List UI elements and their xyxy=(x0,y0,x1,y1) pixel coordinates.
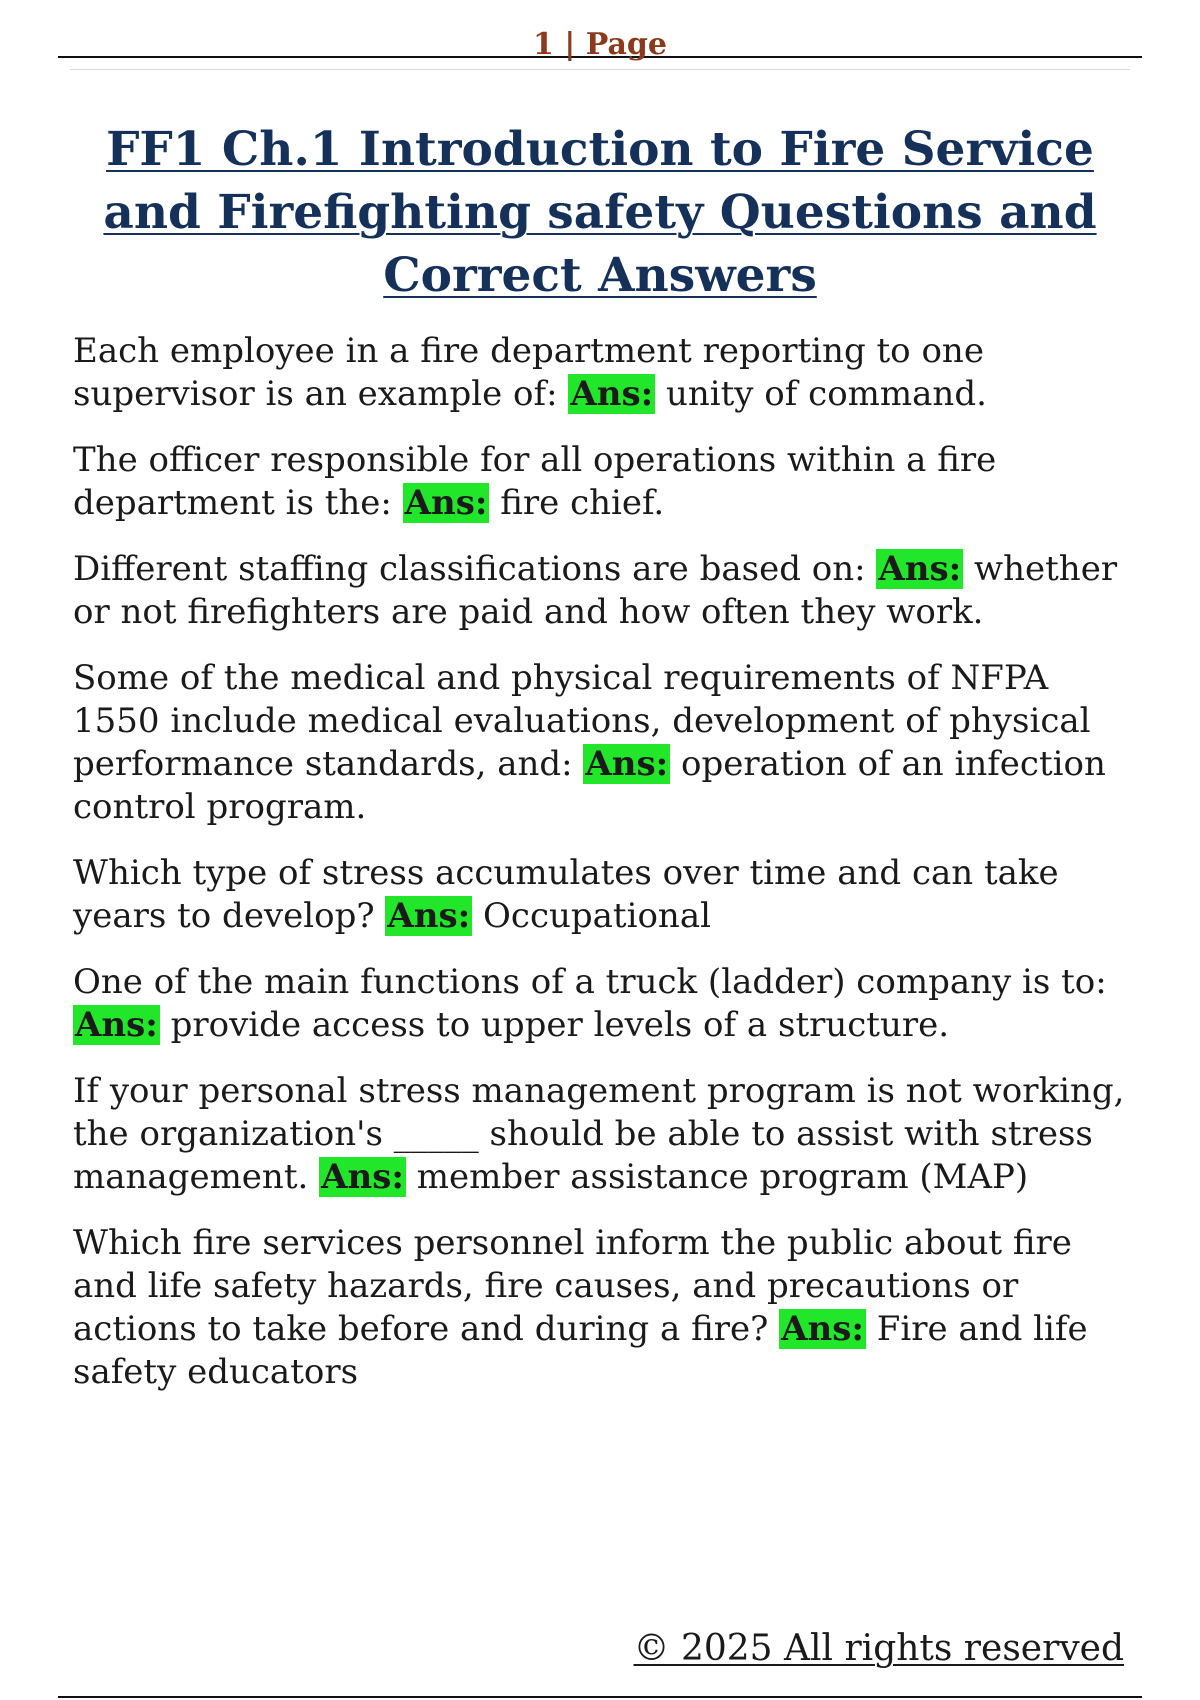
answer-text: provide access to upper levels of a structure. xyxy=(159,1005,950,1045)
answer-text: member assistance program (MAP) xyxy=(405,1157,1029,1197)
answer-text: Occupational xyxy=(472,896,711,936)
qa-item xyxy=(73,548,1133,634)
answer-label: Ans: xyxy=(75,1005,158,1045)
copyright-footer: © 2025 All rights reserved xyxy=(633,1628,1124,1669)
footer-rule xyxy=(58,1696,1142,1698)
answer-label: Ans: xyxy=(570,374,654,414)
question-text: Which type of stress accumulates over time and can take years to develop? xyxy=(73,853,1059,936)
document-title: FF1 Ch.1 Introduction to Fire Service and Firefighting safety Questions and Correct Answers xyxy=(103,122,1097,303)
answer-label: Ans: xyxy=(321,1157,404,1197)
question-text: One of the main functions of a truck (ladder) company is to: xyxy=(73,962,1107,1002)
question-text: If your personal stress management program is not working, the organization's _____ should be able to assist with stress management. xyxy=(73,1071,1125,1197)
page-number: 1 | Page xyxy=(533,27,667,62)
question-text: Which fire services personnel inform the public about fire and life safety hazards, fire causes, and precautions or actions to take before and during a fire? xyxy=(73,1223,1072,1349)
question-text: The officer responsible for all operations within a fire department is the: xyxy=(73,440,997,523)
question-text: Different staffing classifications are based on: xyxy=(73,549,877,589)
question-text: Some of the medical and physical requirements of NFPA 1550 include medical evaluations, development of physical performance standards, and: xyxy=(73,658,1091,784)
qa-list xyxy=(73,330,1133,1417)
answer-text: unity of command. xyxy=(655,374,987,414)
answer-label: Ans: xyxy=(878,549,962,589)
qa-item xyxy=(73,852,1133,938)
header-subrule xyxy=(70,69,1130,70)
answer-text: Fire and life safety educators xyxy=(73,1309,1088,1392)
qa-item xyxy=(73,330,1133,416)
answer-text: fire chief. xyxy=(489,483,665,523)
qa-item xyxy=(73,1222,1133,1394)
qa-item xyxy=(73,961,1133,1047)
qa-item xyxy=(73,657,1133,829)
qa-item xyxy=(73,1070,1133,1199)
answer-text: whether or not firefighters are paid and how often they work. xyxy=(73,549,1118,632)
answer-label: Ans: xyxy=(585,744,669,784)
qa-item xyxy=(73,439,1133,525)
answer-label: Ans: xyxy=(404,483,488,523)
answer-label: Ans: xyxy=(387,896,471,936)
answer-label: Ans: xyxy=(781,1309,864,1349)
question-text: Each employee in a fire department reporting to one supervisor is an example of: xyxy=(73,331,984,414)
page-header xyxy=(58,27,1142,62)
answer-text: operation of an infection control program. xyxy=(73,744,1106,827)
